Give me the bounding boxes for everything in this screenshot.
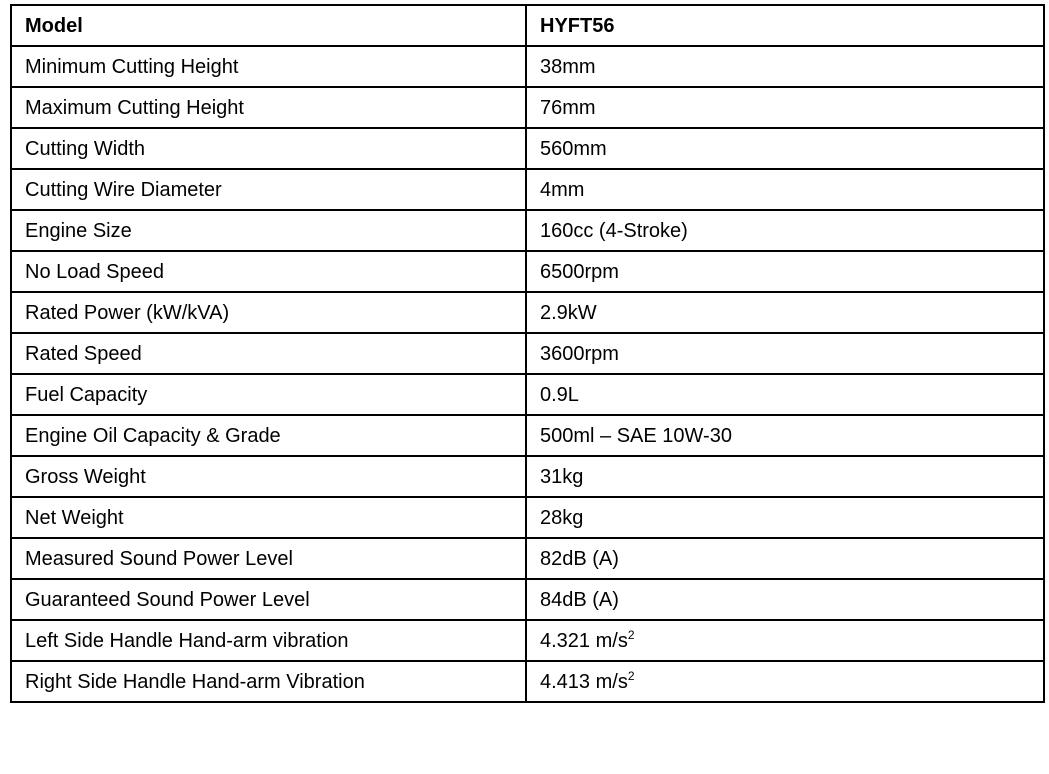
table-row: [11, 620, 1044, 661]
table-row: [11, 87, 1044, 128]
spec-value: 2.9kW: [526, 292, 1044, 333]
spec-value: 160cc (4-Stroke): [526, 210, 1044, 251]
table-row: [11, 210, 1044, 251]
spec-label: Left Side Handle Hand-arm vibration: [11, 620, 526, 661]
table-row: [11, 46, 1044, 87]
spec-value: 28kg: [526, 497, 1044, 538]
unit-superscript: 2: [627, 668, 635, 683]
spec-label: Measured Sound Power Level: [11, 538, 526, 579]
header-value-cell: HYFT56: [526, 5, 1044, 46]
table-row: [11, 169, 1044, 210]
table-row: [11, 497, 1044, 538]
spec-label: Gross Weight: [11, 456, 526, 497]
spec-table: [10, 4, 1045, 703]
spec-value: 3600rpm: [526, 333, 1044, 374]
spec-value: 0.9L: [526, 374, 1044, 415]
spec-value-cell: [526, 620, 1044, 661]
table-row: [11, 374, 1044, 415]
spec-label: Cutting Wire Diameter: [11, 169, 526, 210]
spec-label: Engine Oil Capacity & Grade: [11, 415, 526, 456]
spec-label: Fuel Capacity: [11, 374, 526, 415]
spec-value: 31kg: [526, 456, 1044, 497]
spec-label: Right Side Handle Hand-arm Vibration: [11, 661, 526, 702]
spec-label: Minimum Cutting Height: [11, 46, 526, 87]
table-header-row: [11, 5, 1044, 46]
spec-label: Maximum Cutting Height: [11, 87, 526, 128]
unit-superscript: 2: [627, 627, 635, 642]
spec-label: Engine Size: [11, 210, 526, 251]
spec-value: 38mm: [526, 46, 1044, 87]
spec-value: 500ml – SAE 10W-30: [526, 415, 1044, 456]
spec-value: 6500rpm: [526, 251, 1044, 292]
spec-value: 84dB (A): [526, 579, 1044, 620]
spec-value: 4mm: [526, 169, 1044, 210]
table-row: [11, 579, 1044, 620]
spec-value: 4.413 m/s: [540, 670, 628, 693]
spec-value: 76mm: [526, 87, 1044, 128]
spec-label: No Load Speed: [11, 251, 526, 292]
spec-value-cell: [526, 661, 1044, 702]
table-row: [11, 128, 1044, 169]
table-row: [11, 292, 1044, 333]
spec-value: 4.321 m/s: [540, 629, 628, 652]
table-row: [11, 456, 1044, 497]
table-row: [11, 251, 1044, 292]
spec-label: Rated Power (kW/kVA): [11, 292, 526, 333]
spec-label: Rated Speed: [11, 333, 526, 374]
spec-value: 560mm: [526, 128, 1044, 169]
table-row: [11, 661, 1044, 702]
table-row: [11, 415, 1044, 456]
spec-label: Guaranteed Sound Power Level: [11, 579, 526, 620]
spec-label: Net Weight: [11, 497, 526, 538]
spec-label: Cutting Width: [11, 128, 526, 169]
spec-value: 82dB (A): [526, 538, 1044, 579]
header-label-cell: Model: [11, 5, 526, 46]
table-row: [11, 333, 1044, 374]
table-row: [11, 538, 1044, 579]
